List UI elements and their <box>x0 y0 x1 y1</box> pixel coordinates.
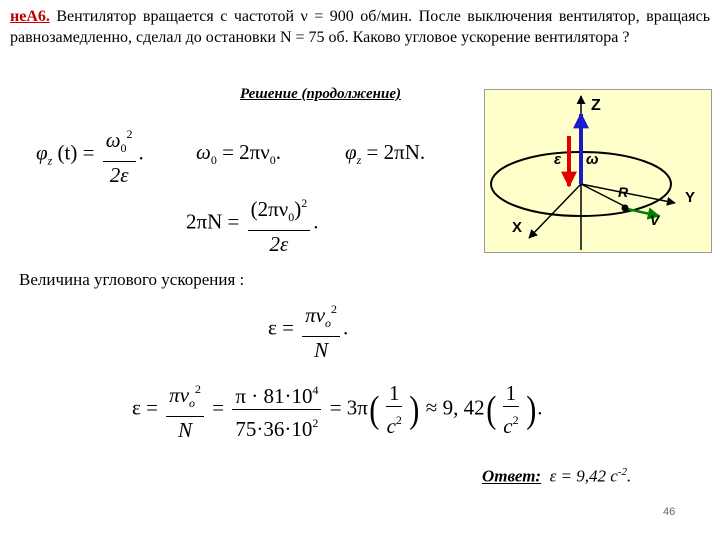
x-axis-label: X <box>512 219 523 236</box>
fraction: $\frac{\pi\nu_o^2}{N}$ <box>166 376 204 443</box>
page-number: 46 <box>663 506 676 518</box>
right-paren: ) <box>525 388 536 431</box>
answer-value: ε = 9,42 с <box>541 466 618 486</box>
omega-label: ω <box>586 151 599 168</box>
magnitude-label: Величина углового ускорения : <box>19 270 245 289</box>
problem-statement <box>10 6 710 48</box>
problem-code: неА6. <box>10 8 50 25</box>
fraction: $\frac{1}{c^2}$ <box>386 381 402 438</box>
answer-exponent: -2 <box>617 466 627 478</box>
point-dot <box>622 205 629 212</box>
left-paren: ( <box>485 388 496 431</box>
z-axis-label: Z <box>591 97 601 114</box>
solution-heading: Решение (продолжение) <box>240 86 401 102</box>
formula-angle-of-time: $\varphi_z$ (t) = $\frac{\omega_0^2}{2\varepsilon}$ . <box>36 121 144 188</box>
y-axis-label: Y <box>685 189 696 206</box>
fraction: $\frac{1}{c^2}$ <box>503 381 519 438</box>
fraction: $\frac{(2\pi\nu_0)^2}{2\varepsilon}$ <box>248 190 311 257</box>
formula-revolutions: 2πN = $\frac{(2\pi\nu_0)^2}{2\varepsilon}$ . <box>186 190 318 257</box>
left-paren: ( <box>369 388 380 431</box>
answer-line: Ответ: ε = 9,42 $с^{-2}$. <box>482 466 632 486</box>
problem-text: Вентилятор вращается с частотой ν = 900 об/мин. После выключения вентилятор, вращаясь равнозамедленно, сделал до остановки N = 75 об. Каково угловое ускорение вентилятора ? <box>10 8 710 46</box>
fraction: $\frac{\omega_0^2}{2\varepsilon}$ <box>103 121 136 188</box>
rotation-diagram-svg <box>485 90 711 252</box>
formula-initial-omega: $\omega_0 = 2\pi\nu_0$. <box>196 140 282 167</box>
radius-label: R <box>618 184 629 200</box>
epsilon-label: ε <box>554 151 562 168</box>
right-paren: ) <box>409 388 420 431</box>
fraction: $\frac{\pi \cdot 81\cdot 10^4}{75\cdot 36\cdot 10^2}$ <box>232 377 321 442</box>
rotation-diagram <box>484 89 712 253</box>
formula-epsilon-numeric: ε = $\frac{\pi\nu_o^2}{N}$ = $\frac{\pi \cdot 81\cdot 10^4}{75\cdot 36\cdot 10^2}$ = 3π( $\frac{1}{c^2}$ ) ≈ 9, 42( $\frac{1}{c^2}$ ). <box>132 376 542 443</box>
formula-epsilon: ε = $\frac{\pi\nu_o^2}{N}$ . <box>268 296 348 363</box>
formula-total-angle: $\varphi_z = 2\pi N$. <box>345 140 426 167</box>
fraction: $\frac{\pi\nu_o^2}{N}$ <box>302 296 340 363</box>
velocity-label: V <box>650 212 660 228</box>
answer-label: Ответ: <box>482 466 542 486</box>
